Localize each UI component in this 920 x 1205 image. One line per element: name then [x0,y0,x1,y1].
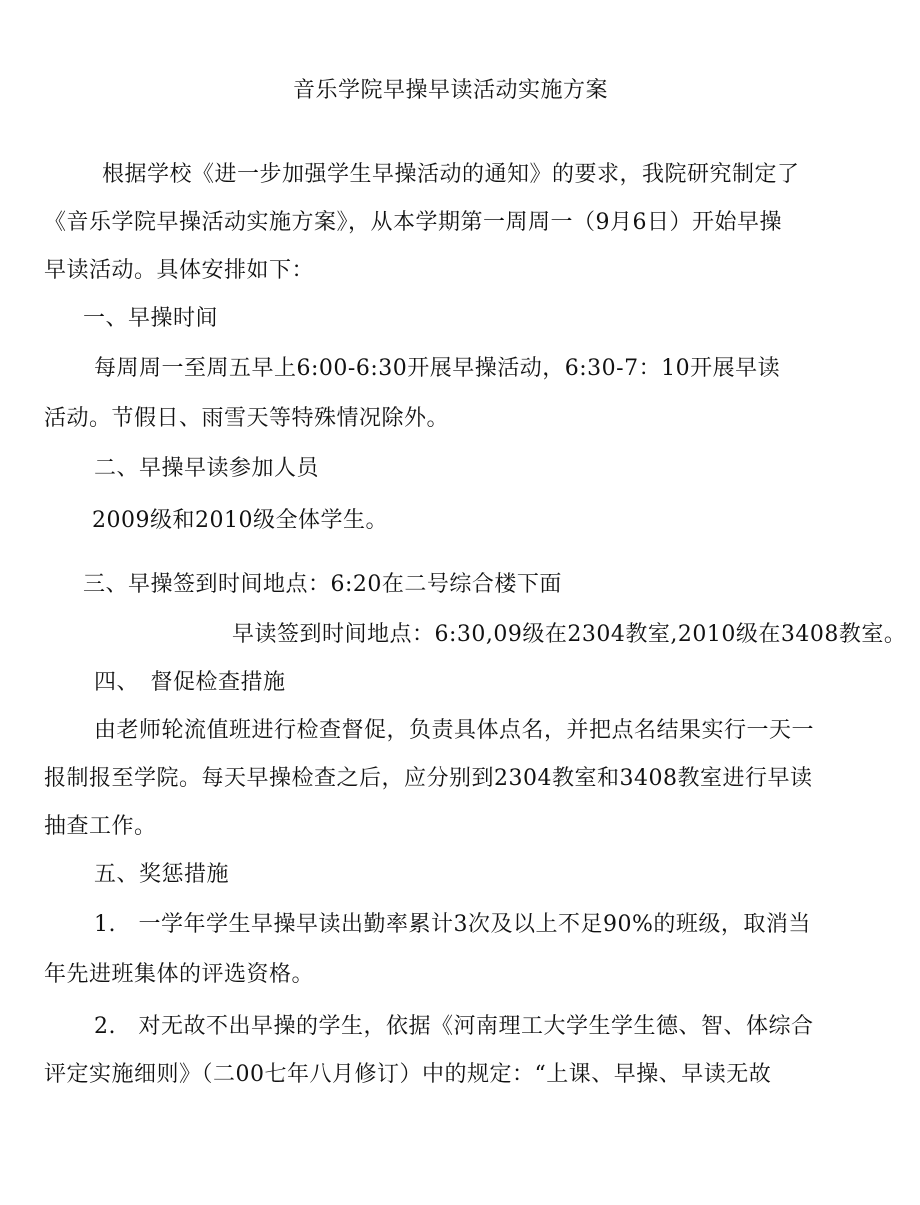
section-heading-2: 二、早操早读参加人员 [94,456,320,481]
intro-line-1: 根据学校《进一步加强学生早操活动的通知》的要求，我院研究制定了 [102,162,800,187]
section4-line-1: 由老师轮流值班进行检查督促，负责具体点名，并把点名结果实行一天一 [94,718,815,743]
section5-line-1: 1. 一学年学生早操早读出勤率累计3次及以上不足90%的班级，取消当 [94,912,811,937]
section5-line-4: 评定实施细则》（二00七年八月修订）中的规定：“上课、早操、早读无故 [44,1062,772,1087]
section1-line-1: 每周周一至周五早上6:00-6:30开展早操活动，6:30-7：10开展早读 [94,356,781,381]
intro-line-3: 早读活动。具体安排如下： [44,258,315,283]
intro-line-2: 《音乐学院早操活动实施方案》，从本学期第一周周一（9月6日）开始早操 [44,210,782,235]
section-heading-4: 四、 督促检查措施 [94,670,286,695]
document-title: 音乐学院早操早读活动实施方案 [293,78,609,103]
section4-line-2: 报制报至学院。每天早操检查之后，应分别到2304教室和3408教室进行早读 [44,766,813,791]
section-heading-5: 五、奖惩措施 [94,862,230,887]
section-heading-1: 一、早操时间 [83,306,219,331]
section5-line-2: 年先进班集体的评选资格。 [44,962,315,987]
section-heading-3: 三、早操签到时间地点：6:20在二号综合楼下面 [83,572,562,597]
section1-line-2: 活动。节假日、雨雪天等特殊情况除外。 [44,406,450,431]
section2-line-1: 2009级和2010级全体学生。 [92,508,388,533]
section5-line-3: 2. 对无故不出早操的学生，依据《河南理工大学生学生德、智、体综合 [94,1014,814,1039]
section3-line-1: 早读签到时间地点：6:30,09级在2304教室,2010级在3408教室。 [232,622,907,647]
section4-line-3: 抽查工作。 [44,814,157,839]
